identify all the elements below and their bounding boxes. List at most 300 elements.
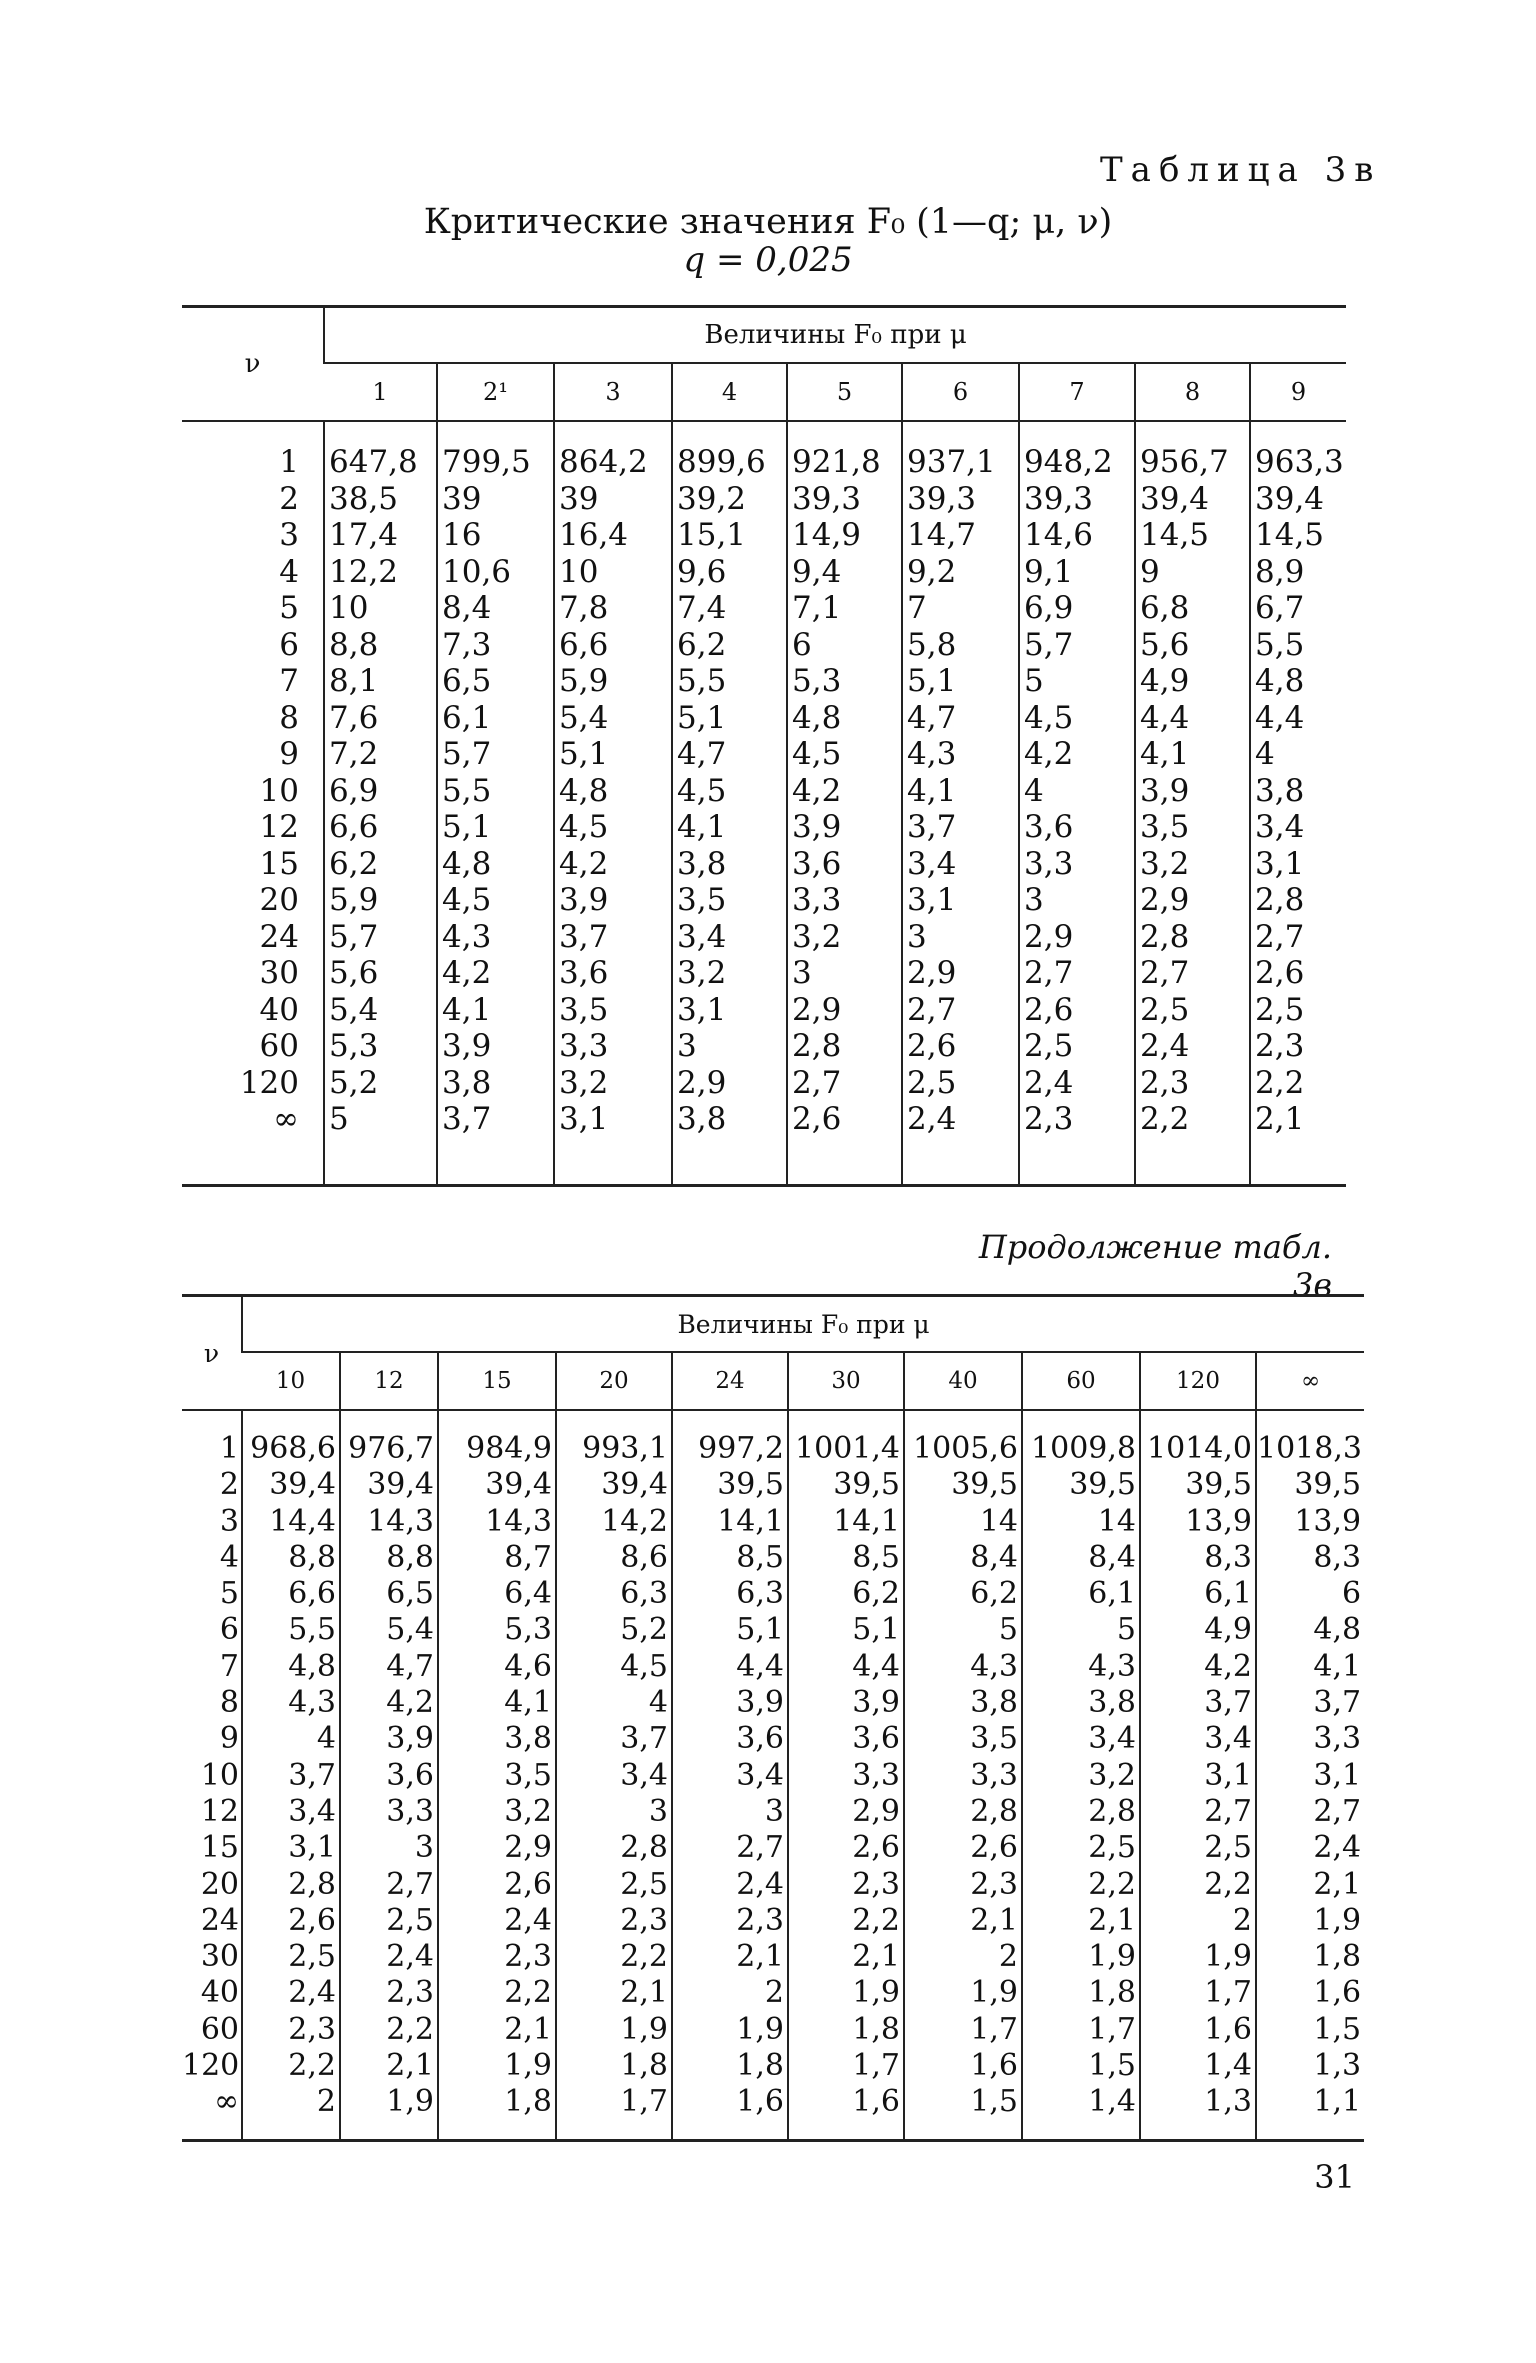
value-cell: 899,6 [672,444,787,481]
value-cell: 3 [672,1794,788,1830]
value-cell: 1,3 [1140,2084,1256,2120]
value-cell: 4,3 [1022,1649,1140,1685]
value-cell: 3,1 [1255,845,1305,882]
value-cell: 2,8 [787,1028,902,1065]
value-cell: 39,2 [672,481,787,518]
value-cell: 3,6 [788,1721,904,1757]
value-cell: 5,1 [437,809,554,846]
value-cell: 4,2 [437,955,554,992]
spacer-cell [902,421,1019,444]
spacer-cell [1019,1138,1135,1186]
table-row [182,481,1346,518]
value-cell: 8,4 [437,590,554,627]
value-cell: 1,8 [672,2048,788,2084]
value-cell: 5,1 [788,1612,904,1648]
nu-cell: ∞ [182,1101,324,1138]
table-title: Критические значения F₀ (1—q; μ, ν) [423,202,1113,242]
value-cell: 39,4 [340,1467,438,1503]
value-cell: 3,6 [1019,809,1135,846]
value-cell: 2,2 [788,1903,904,1939]
value-cell: 7,8 [554,590,672,627]
value-cell: 3,8 [1255,772,1305,809]
value-cell: 3,3 [904,1758,1022,1794]
nu-cell: 7 [182,663,324,700]
value-cell: 38,5 [324,481,437,518]
value-cell: 1,9 [1140,1939,1256,1975]
spacer-cell [672,1410,788,1431]
value-cell: 9,4 [787,554,902,591]
table-row [182,882,1346,919]
nu-cell: 12 [182,1794,242,1830]
value-cell: 14 [904,1504,1022,1540]
nu-cell: 5 [182,1576,242,1612]
value-cell: 1009,8 [1022,1431,1140,1467]
value-cell: 8,4 [1022,1540,1140,1576]
value-cell: 2,7 [1140,1794,1256,1830]
value-cell: 2,1 [672,1939,788,1975]
column-header: 30 [788,1352,904,1410]
spacer-cell [324,421,437,444]
spacer-cell [556,1410,672,1431]
value-cell: 1,6 [904,2048,1022,2084]
value-cell: 13,9 [1140,1504,1256,1540]
value-cell: 5,3 [787,663,902,700]
value-cell: 4,5 [787,736,902,773]
value-cell: 2,9 [672,1065,787,1102]
spacer-cell [437,421,554,444]
value-cell: 3,8 [438,1721,556,1757]
value-cell: 3,1 [242,1830,340,1866]
value-cell: 39 [554,481,672,518]
value-cell: 5,1 [672,1612,788,1648]
value-cell: 13,9 [1294,1503,1362,1539]
value-cell: 921,8 [787,444,902,481]
value-cell: 2,6 [787,1101,902,1138]
value-cell: 2,9 [788,1794,904,1830]
value-cell: 1,8 [1313,1939,1362,1975]
value-cell: 14,7 [902,517,1019,554]
table-row [182,1467,1364,1503]
table-row [182,1758,1364,1794]
table-row [182,773,1346,810]
value-cell: 5,6 [324,955,437,992]
table-row [182,919,1346,956]
value-cell: 3,9 [340,1721,438,1757]
spacer-cell [1250,421,1346,444]
value-cell: 9,1 [1019,554,1135,591]
value-cell: 6,9 [324,773,437,810]
nu-cell: 120 [182,1065,324,1102]
value-cell: 5,3 [438,1612,556,1648]
column-header: 3 [554,363,672,421]
value-cell: 3,4 [902,846,1019,883]
value-cell: 4,7 [902,700,1019,737]
value-cell: 3,6 [787,846,902,883]
value-cell: 2,9 [787,992,902,1029]
nu-cell: 10 [182,1758,242,1794]
value-cell: 14,3 [438,1504,556,1540]
value-cell: 3,9 [788,1685,904,1721]
value-cell: 2,7 [787,1065,902,1102]
value-cell: 16,4 [554,517,672,554]
nu-cell: 2 [182,481,324,518]
value-cell: 1,5 [1022,2048,1140,2084]
nu-cell: 24 [182,1903,242,1939]
table-row [182,444,1346,481]
value-cell: 7,2 [324,736,437,773]
value-cell: 4,4 [1255,699,1305,736]
value-cell: 3,3 [554,1028,672,1065]
value-cell: 1,6 [1313,1975,1362,2011]
value-cell: 5,7 [324,919,437,956]
table-row [182,1903,1364,1939]
value-cell: 4,1 [1313,1648,1362,1684]
value-cell: 10 [324,590,437,627]
value-cell: 6,1 [1022,1576,1140,1612]
value-cell: 3,7 [1140,1685,1256,1721]
value-cell: 4,7 [672,736,787,773]
value-cell: 5,1 [554,736,672,773]
value-cell: 2,7 [1313,1793,1362,1829]
value-cell: 4,3 [437,919,554,956]
value-cell: 3,5 [672,882,787,919]
value-cell: 3,7 [902,809,1019,846]
spacer-cell [182,421,324,444]
value-cell: 2,7 [340,1867,438,1903]
table-row [182,2084,1364,2120]
value-cell: 799,5 [437,444,554,481]
value-cell: 10,6 [437,554,554,591]
value-cell: 3,3 [788,1758,904,1794]
value-cell: 5,6 [1135,627,1250,664]
value-cell: 2,8 [556,1830,672,1866]
nu-header: ν [182,1296,242,1411]
table-row [182,1612,1364,1648]
column-header: 10 [242,1352,340,1410]
value-cell: 3,3 [1019,846,1135,883]
value-cell: 5,7 [1019,627,1135,664]
value-cell: 1,9 [340,2084,438,2120]
value-cell: 2,1 [556,1975,672,2011]
column-header: 7 [1019,363,1135,421]
value-cell: 5 [1022,1612,1140,1648]
value-cell: 2 [1140,1903,1256,1939]
value-cell: 968,6 [242,1431,340,1467]
spacer-cell [437,1138,554,1186]
value-cell: 2,3 [556,1903,672,1939]
value-cell: 4,2 [1019,736,1135,773]
value-cell: 2,5 [340,1903,438,1939]
value-cell: 3,4 [672,919,787,956]
value-cell: 984,9 [438,1431,556,1467]
nu-cell: 3 [182,517,324,554]
value-cell: 2,5 [556,1867,672,1903]
value-cell: 4,3 [902,736,1019,773]
value-cell: 3,7 [556,1721,672,1757]
value-cell: 1,4 [1140,2048,1256,2084]
spacer-cell [554,421,672,444]
spacer-cell [1256,1410,1364,1431]
nu-cell: 15 [182,846,324,883]
nu-cell: 9 [182,736,324,773]
value-cell: 39,5 [1140,1467,1256,1503]
value-cell: 6,6 [242,1576,340,1612]
nu-cell: 40 [182,992,324,1029]
nu-cell: 20 [182,1867,242,1903]
continuation-label: Продолжение табл. 3в [978,1228,1332,1304]
value-cell: 6,5 [340,1576,438,1612]
value-cell: 2,9 [438,1830,556,1866]
value-cell: 2,3 [1135,1065,1250,1102]
value-cell: 1,7 [788,2048,904,2084]
value-cell: 39,4 [556,1467,672,1503]
spacer-cell [1256,2121,1364,2141]
nu-cell: 8 [182,1685,242,1721]
nu-cell: 12 [182,809,324,846]
value-cell: 4 [1255,736,1275,772]
value-cell: 1,5 [1313,2011,1362,2047]
spacer-cell [1135,421,1250,444]
value-cell: 3,4 [672,1758,788,1794]
table-row [182,955,1346,992]
value-cell: 4,2 [340,1685,438,1721]
value-cell: 5,4 [340,1612,438,1648]
value-cell: 2,5 [1255,991,1305,1028]
value-cell: 2,5 [902,1065,1019,1102]
nu-cell: 30 [182,955,324,992]
value-cell: 3,3 [1313,1721,1362,1757]
value-cell: 6 [787,627,902,664]
value-cell: 2,5 [1019,1028,1135,1065]
spacer-cell [438,2121,556,2141]
value-cell: 39,5 [672,1467,788,1503]
spacer-cell [1022,1410,1140,1431]
value-cell: 4,4 [788,1649,904,1685]
value-cell: 5,8 [902,627,1019,664]
value-cell: 4,8 [1255,663,1305,699]
table-row [182,1649,1364,1685]
value-cell: 7,1 [787,590,902,627]
value-cell: 6,2 [788,1576,904,1612]
value-cell: 2,8 [1135,919,1250,956]
table-row [182,1576,1364,1612]
page-number: 31 [1314,2158,1355,2196]
value-cell: 39,3 [1019,481,1135,518]
value-cell: 2,1 [340,2048,438,2084]
table-row [182,992,1346,1029]
value-cell: 2,6 [902,1028,1019,1065]
value-cell: 1,7 [556,2084,672,2120]
value-cell: 2,7 [1255,918,1305,955]
value-cell: 4,4 [1135,700,1250,737]
value-cell: 6,3 [672,1576,788,1612]
value-cell: 1018,3 [1257,1431,1362,1466]
value-cell: 9,2 [902,554,1019,591]
table-subtitle: q = 0,025 [683,240,853,280]
value-cell: 3,5 [1135,809,1250,846]
value-cell: 6,1 [1140,1576,1256,1612]
value-cell: 2,3 [340,1975,438,2011]
value-cell: 7,6 [324,700,437,737]
nu-cell: 120 [182,2048,242,2084]
value-cell: 3,2 [1135,846,1250,883]
column-header: 15 [438,1352,556,1410]
value-cell: 2,7 [1135,955,1250,992]
table-row [182,1867,1364,1903]
value-cell: 5,2 [556,1612,672,1648]
spacer-cell [182,2121,242,2141]
value-cell: 3,4 [1140,1721,1256,1757]
value-cell: 3 [556,1794,672,1830]
value-cell: 2,4 [902,1101,1019,1138]
value-cell: 963,3 [1255,444,1344,480]
value-cell: 864,2 [554,444,672,481]
value-cell: 3,1 [1140,1758,1256,1794]
value-cell: 2,3 [438,1939,556,1975]
value-cell: 5,5 [672,663,787,700]
value-cell: 3,9 [437,1028,554,1065]
value-cell: 4,9 [1135,663,1250,700]
value-cell: 39,4 [1255,480,1325,517]
value-cell: 2 [242,2084,340,2120]
value-cell: 2,6 [1255,955,1305,991]
value-cell: 3,1 [554,1101,672,1138]
nu-header: ν [182,307,324,422]
spacer-cell [1140,1410,1256,1431]
spacer-cell [788,2121,904,2141]
value-cell: 2,7 [1019,955,1135,992]
value-cell: 2,6 [242,1903,340,1939]
value-cell: 3,4 [1255,809,1305,845]
nu-cell: ∞ [182,2084,242,2120]
value-cell: 14 [1022,1504,1140,1540]
value-cell: 3,4 [556,1758,672,1794]
value-cell: 39,5 [1294,1467,1362,1503]
value-cell: 8,3 [1313,1539,1362,1575]
value-cell: 2,6 [438,1867,556,1903]
value-cell: 2,3 [904,1867,1022,1903]
value-cell: 4,8 [787,700,902,737]
nu-cell: 10 [182,773,324,810]
table-row [182,554,1346,591]
value-cell: 2,4 [1313,1830,1362,1866]
value-cell: 2,4 [242,1975,340,2011]
value-cell: 2,2 [438,1975,556,2011]
value-cell: 8,8 [340,1540,438,1576]
value-cell: 7,4 [672,590,787,627]
value-cell: 1005,6 [904,1431,1022,1467]
column-header: 6 [902,363,1019,421]
value-cell: 6,4 [438,1576,556,1612]
value-cell: 1,7 [904,2012,1022,2048]
value-cell: 2,5 [1022,1830,1140,1866]
value-cell: 1,8 [556,2048,672,2084]
value-cell: 2,3 [1255,1028,1305,1064]
value-cell: 14,5 [1135,517,1250,554]
value-cell: 4,1 [902,773,1019,810]
value-cell: 16 [437,517,554,554]
value-cell: 997,2 [672,1431,788,1467]
value-cell: 4,5 [437,882,554,919]
value-cell: 2,5 [242,1939,340,1975]
value-cell: 4,6 [438,1649,556,1685]
value-cell: 3,1 [672,992,787,1029]
nu-cell: 15 [182,1830,242,1866]
value-cell: 3,8 [437,1065,554,1102]
value-cell: 14,5 [1255,517,1325,553]
table-row [182,1540,1364,1576]
nu-cell: 30 [182,1939,242,1975]
value-cell: 3,9 [554,882,672,919]
table-row [182,1028,1346,1065]
value-cell: 3 [1019,882,1135,919]
column-header: ∞ [1256,1352,1364,1410]
value-cell: 8,5 [672,1540,788,1576]
value-cell: 3,6 [340,1758,438,1794]
value-cell: 993,1 [556,1431,672,1467]
value-cell: 1001,4 [788,1431,904,1467]
value-cell: 1,6 [788,2084,904,2120]
value-cell: 3,2 [438,1794,556,1830]
table-row [182,700,1346,737]
value-cell: 2,2 [1022,1867,1140,1903]
spacer-cell [340,2121,438,2141]
value-cell: 7 [902,590,1019,627]
value-cell: 3,9 [672,1685,788,1721]
nu-cell: 2 [182,1467,242,1503]
value-cell: 3,2 [1022,1758,1140,1794]
spacer-cell [340,1410,438,1431]
value-cell: 17,4 [324,517,437,554]
table-row [182,2048,1364,2084]
value-cell: 5,3 [324,1028,437,1065]
value-cell: 3,7 [1313,1685,1362,1721]
value-cell: 8,5 [788,1540,904,1576]
value-cell: 2,1 [1022,1903,1140,1939]
value-cell: 647,8 [324,444,437,481]
spacer-cell [672,421,787,444]
value-cell: 1,3 [1313,2048,1362,2084]
value-cell: 2,3 [242,2012,340,2048]
value-cell: 1,8 [438,2084,556,2120]
spacer-cell [1140,2121,1256,2141]
table-row [182,809,1346,846]
value-cell: 4,9 [1140,1612,1256,1648]
value-cell: 3 [902,919,1019,956]
value-cell: 4,5 [672,773,787,810]
value-cell: 1,4 [1022,2084,1140,2120]
value-cell: 6,3 [556,1576,672,1612]
value-cell: 2 [904,1939,1022,1975]
nu-cell: 8 [182,700,324,737]
spacer-cell [242,1410,340,1431]
nu-cell: 5 [182,590,324,627]
spacer-cell [672,1138,787,1186]
value-cell: 4,2 [787,773,902,810]
value-cell: 1,7 [1140,1975,1256,2011]
value-cell: 2,4 [340,1939,438,1975]
value-cell: 4,1 [672,809,787,846]
value-cell: 2,7 [672,1830,788,1866]
value-cell: 14,3 [340,1504,438,1540]
spacer-cell [182,1410,242,1431]
table-row [182,1721,1364,1757]
value-cell: 2,6 [904,1830,1022,1866]
table-row [182,846,1346,883]
value-cell: 2,9 [902,955,1019,992]
value-cell: 2,6 [788,1830,904,1866]
value-cell: 6,2 [324,846,437,883]
